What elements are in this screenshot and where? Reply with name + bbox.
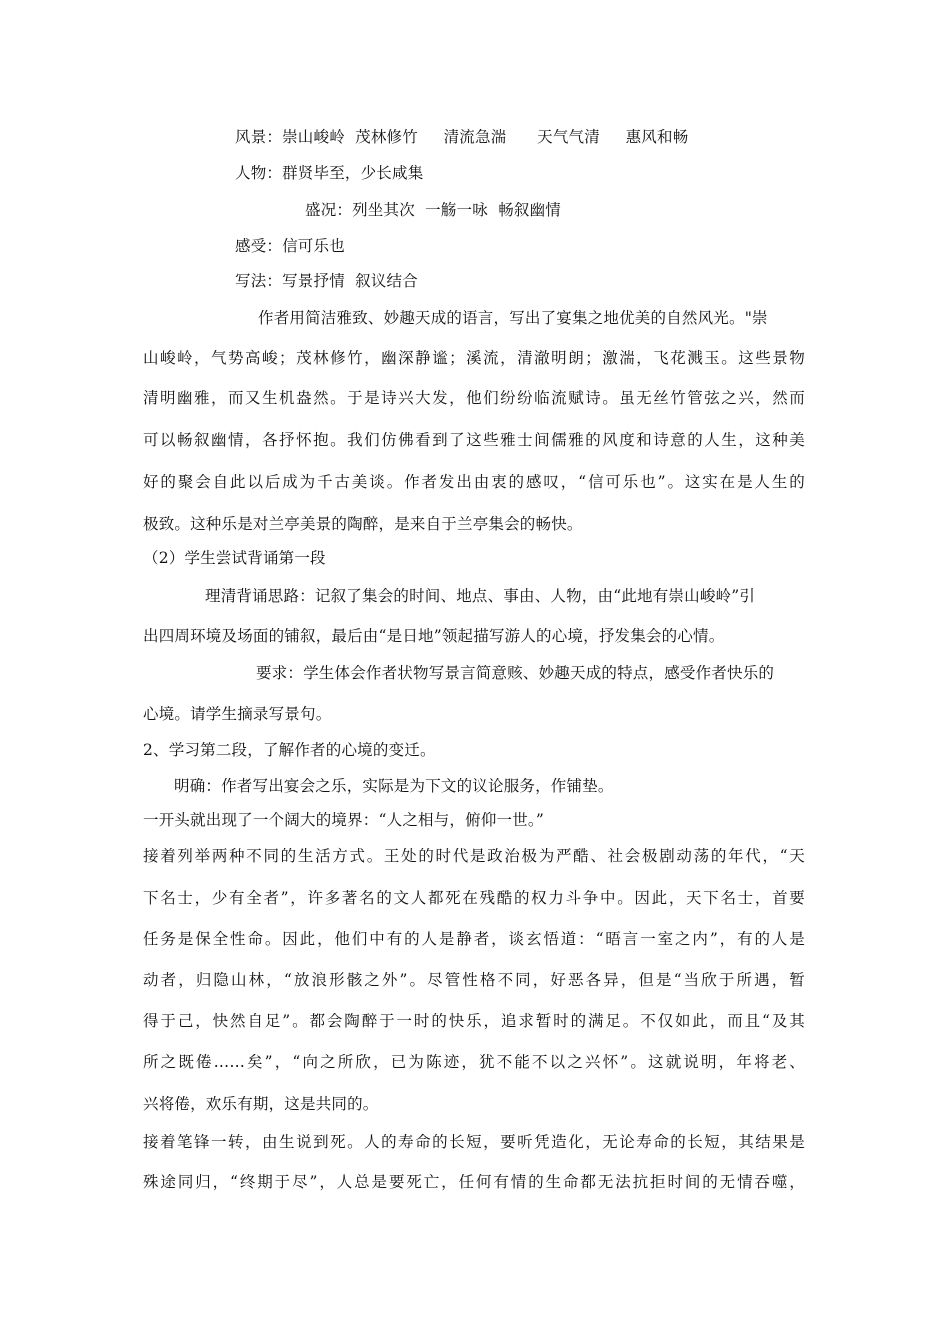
paragraph3-line: 殊途同归，“终期于尽”，人总是要死亡，任何有情的生命都无法抗拒时间的无情吞噬，: [143, 1173, 805, 1191]
paragraph2-line: 动者，归隐山林，“放浪形骸之外”。尽管性格不同，好恶各异，但是“当欣于所遇，暂: [143, 971, 805, 989]
requirement-line: 心境。请学生摘录写景句。: [143, 705, 332, 723]
summary-feeling: 感受：信可乐也: [235, 237, 345, 255]
opening-text: 一开头就出现了一个阔大的境界：“人之相与，俯仰一世。”: [143, 811, 544, 829]
paragraph1-line: 作者用简洁雅致、妙趣天成的语言，写出了宴集之地优美的自然风光。"崇: [258, 309, 768, 327]
paragraph2-line: 所之既倦……矣”，“向之所欣，已为陈迹，犹不能不以之兴怀”。这就说明，年将老、: [143, 1053, 805, 1071]
summary-people: 人物：群贤毕至，少长咸集: [235, 164, 424, 182]
paragraph1-line: 可以畅叙幽情，各抒怀抱。我们仿佛看到了这些雅士间儒雅的风度和诗意的人生，这种美: [143, 431, 805, 449]
paragraph1-line: 好的聚会自此以后成为千古美谈。作者发出由衷的感叹，“信可乐也”。这实在是人生的: [143, 473, 805, 491]
section2-heading: 2、学习第二段，了解作者的心境的变迁。: [143, 741, 436, 759]
paragraph1-line: 山峻岭，气势高峻；茂林修竹，幽深静谧；溪流，清澈明朗；激湍，飞花溅玉。这些景物: [143, 349, 805, 367]
paragraph2-line: 下名士，少有全者”，许多著名的文人都死在残酷的权力斗争中。因此，天下名士，首要: [143, 889, 805, 907]
summary-technique: 写法：写景抒情 叙议结合: [235, 272, 418, 290]
paragraph2-line: 得于己，快然自足”。都会陶醉于一时的快乐，追求暂时的满足。不仅如此，而且“及其: [143, 1012, 805, 1030]
paragraph3-line: 接着笔锋一转，由生说到死。人的寿命的长短，要听凭造化，无论寿命的长短，其结果是: [143, 1133, 805, 1151]
paragraph2-line: 兴将倦，欢乐有期，这是共同的。: [143, 1095, 379, 1113]
summary-occasion: 盛况：列坐其次 一觞一咏 畅叙幽情: [305, 201, 562, 219]
recitation-path-line: 理清背诵思路：记叙了集会的时间、地点、事由、人物，由“此地有崇山峻岭”引: [205, 587, 756, 605]
paragraph2-line: 任务是保全性命。因此，他们中有的人是静者，谈玄悟道：“晤言一室之内”，有的人是: [143, 930, 805, 948]
clarify-text: 明确：作者写出宴会之乐，实际是为下文的议论服务，作铺垫。: [174, 777, 614, 795]
step2-heading: （2）学生尝试背诵第一段: [143, 549, 326, 567]
requirement-line: 要求：学生体会作者状物写景言简意赅、妙趣天成的特点，感受作者快乐的: [256, 664, 775, 682]
paragraph2-line: 接着列举两种不同的生活方式。王处的时代是政治极为严酷、社会极剧动荡的年代，“天: [143, 847, 805, 865]
recitation-path-line: 出四周环境及场面的铺叙，最后由“是日地”领起描写游人的心境，抒发集会的心情。: [143, 627, 725, 645]
summary-scenery: 风景：崇山峻岭 茂林修竹 清流急湍 天气气清 惠风和畅: [235, 128, 689, 146]
paragraph1-line: 清明幽雅，而又生机盎然。于是诗兴大发，他们纷纷临流赋诗。虽无丝竹管弦之兴，然而: [143, 389, 805, 407]
paragraph1-line: 极致。这种乐是对兰亭美景的陶醉，是来自于兰亭集会的畅快。: [143, 515, 583, 533]
